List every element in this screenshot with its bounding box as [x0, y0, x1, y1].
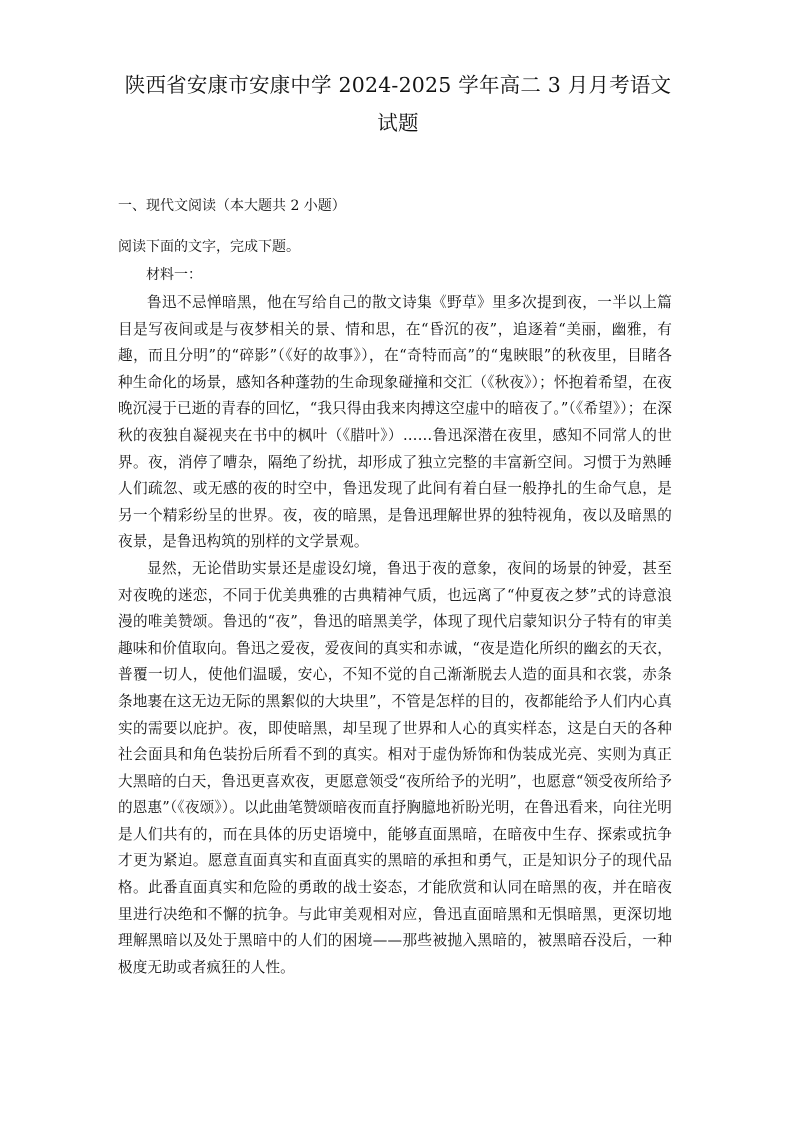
- material-label: 材料一：: [146, 267, 202, 283]
- paragraph-1: 鲁迅不忌惮暗黑，他在写给自己的散文诗集《野草》里多次提到夜，一半以上篇目是写夜间或是与夜梦相关的景、情和思，在“昏沉的夜”，追逐着“美丽，幽雅，有趣，而且分明”的“碎影”（《好的故事》），在“奇特而高”的“鬼䀹眼”的秋夜里，目睹各种生命化的场景，感知各种蓬勃的生命现象碰撞和交汇（《秋夜》）；怀抱着希望，在夜晚沉浸于已逝的青春的回忆，“我只得由我来肉搏这空虚中的暗夜了。”（《希望》）；在深秋的夜独自凝视夹在书中的枫叶（《腊叶》）……鲁迅深潜在夜里，感知不同常人的世界。夜，消停了嘈杂，隔绝了纷扰，却形成了独立完整的丰富新空间。习惯于为熟睡人们疏忽、或无感的夜的时空中，鲁迅发现了此间有着白昼一般挣扎的生命气息，是另一个精彩纷呈的世界。夜，夜的暗黑，是鲁迅理解世界的独特视角，夜以及暗黑的夜景，是鲁迅构筑的别样的文学景观。: [118, 294, 672, 551]
- section-heading: 一、现代文阅读（本大题共 2 小题）: [118, 198, 346, 214]
- paragraph-2: 显然，无论借助实景还是虚设幻境，鲁迅于夜的意象，夜间的场景的钟爱，甚至对夜晚的迷恋，不同于优美典雅的古典精神气质，也远离了“仲夏夜之梦”式的诗意浪漫的唯美赞颂。鲁迅的“夜”，鲁迅的暗黑美学，体现了现代启蒙知识分子特有的审美趣味和价值取向。鲁迅之爱夜，爱夜间的真实和赤诚，“夜是造化所织的幽玄的天衣，普覆一切人，使他们温暖，安心，不知不觉的自己渐渐脱去人造的面具和衣裳，赤条条地裹在这无边无际的黑絮似的大块里”，不管是怎样的目的，夜都能给予人们内心真实的需要以庇护。夜，即使暗黑，却呈现了世界和人心的真实样态，这是白天的各种社会面具和角色装扮后所看不到的真实。相对于虚伪矫饰和伪装成光亮、实则为真正大黑暗的白天，鲁迅更喜欢夜，更愿意领受“夜所给予的光明”，也愿意“领受夜所给予的恩惠”（《夜颂》）。以此曲笔赞颂暗夜而直抒胸臆地祈盼光明，在鲁迅看来，向往光明是人们共有的，而在具体的历史语境中，能够直面黑暗，在暗夜中生存、探索或抗争才更为紧迫。愿意直面真实和直面真实的黑暗的承担和勇气，正是知识分子的现代品格。此番直面真实和危险的勇敢的战士姿态，才能欣赏和认同在暗黑的夜，并在暗夜里进行决绝和不懈的抗争。与此审美观相对应，鲁迅直面暗黑和无惧暗黑，更深切地理解黑暗以及处于黑暗中的人们的困境——那些被抛入黑暗的，被黑暗吞没后，一种极度无助或者疯狂的人性。: [118, 559, 672, 976]
- body-text: [118, 290, 672, 981]
- reading-instruction: 阅读下面的文字，完成下题。: [118, 239, 300, 255]
- document-title: 陕西省安康市安康中学 2024-2025 学年高二 3 月月考语文试题: [124, 73, 672, 135]
